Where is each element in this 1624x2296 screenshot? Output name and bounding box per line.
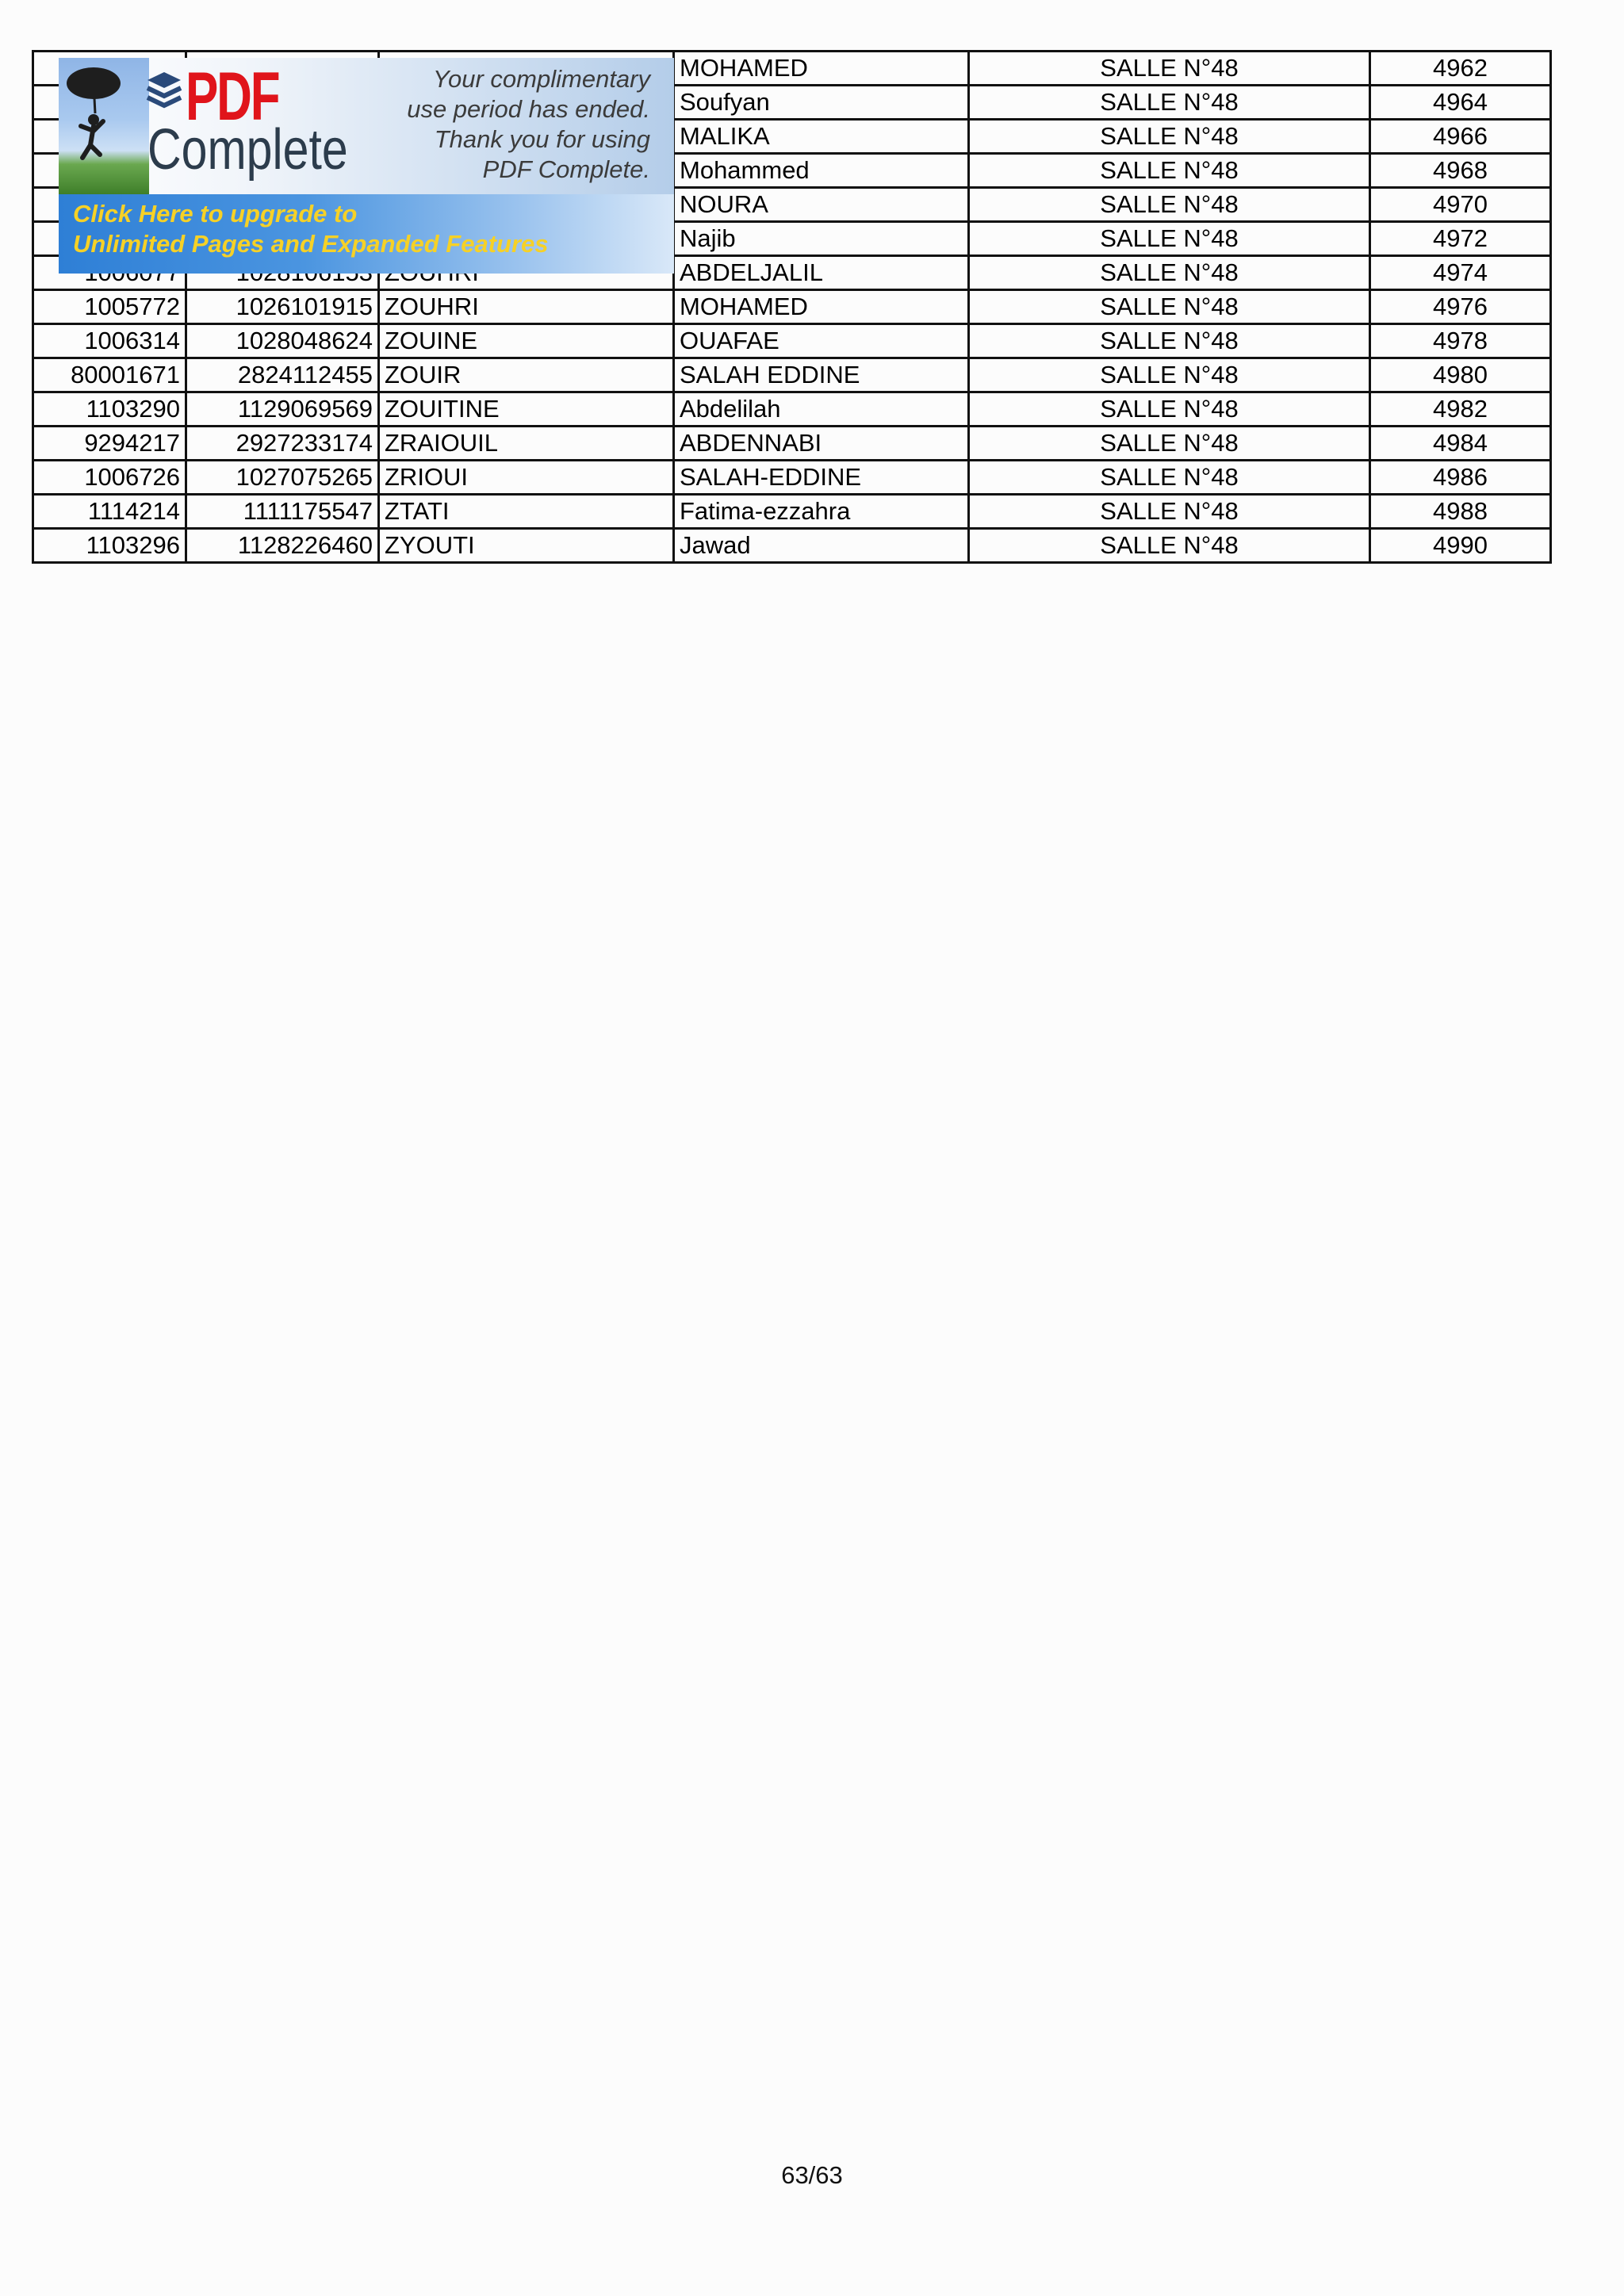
- table-row: [33, 290, 1551, 324]
- seat-number-cell: 4988: [1370, 495, 1551, 529]
- layers-icon: [146, 69, 182, 122]
- last-name-cell: ZOUINE: [379, 324, 674, 358]
- registration-number-cell: 2824112455: [186, 358, 379, 392]
- exam-room-cell: SALLE N°48: [969, 358, 1370, 392]
- first-name-cell: SALAH-EDDINE: [674, 461, 969, 495]
- first-name-cell: MOHAMED: [674, 290, 969, 324]
- student-id-cell: 1114214: [33, 495, 186, 529]
- exam-room-cell: SALLE N°48: [969, 256, 1370, 290]
- first-name-cell: Abdelilah: [674, 392, 969, 427]
- last-name-cell: ZOUHRI: [379, 290, 674, 324]
- first-name-cell: Soufyan: [674, 86, 969, 120]
- registration-number-cell: 1128226460: [186, 529, 379, 563]
- last-name-cell: ZOUIR: [379, 358, 674, 392]
- exam-room-cell: SALLE N°48: [969, 324, 1370, 358]
- complete-logo-text: Complete: [147, 118, 348, 182]
- table-row: [33, 358, 1551, 392]
- first-name-cell: ABDENNABI: [674, 427, 969, 461]
- table-row: [33, 392, 1551, 427]
- seat-number-cell: 4984: [1370, 427, 1551, 461]
- seat-number-cell: 4982: [1370, 392, 1551, 427]
- registration-number-cell: 1027075265: [186, 461, 379, 495]
- table-row: [33, 324, 1551, 358]
- exam-room-cell: SALLE N°48: [969, 222, 1370, 256]
- first-name-cell: MOHAMED: [674, 52, 969, 86]
- exam-room-cell: SALLE N°48: [969, 427, 1370, 461]
- pdf-complete-upgrade-banner[interactable]: [59, 58, 674, 274]
- student-id-cell: 9294217: [33, 427, 186, 461]
- upgrade-link-line[interactable]: Unlimited Pages and Expanded Features: [73, 230, 549, 258]
- exam-room-cell: SALLE N°48: [969, 461, 1370, 495]
- first-name-cell: Fatima-ezzahra: [674, 495, 969, 529]
- first-name-cell: SALAH EDDINE: [674, 358, 969, 392]
- student-id-cell: 1005772: [33, 290, 186, 324]
- exam-room-cell: SALLE N°48: [969, 529, 1370, 563]
- exam-room-cell: SALLE N°48: [969, 495, 1370, 529]
- seat-number-cell: 4968: [1370, 154, 1551, 188]
- last-name-cell: ZRIOUI: [379, 461, 674, 495]
- exam-room-cell: SALLE N°48: [969, 154, 1370, 188]
- seat-number-cell: 4990: [1370, 529, 1551, 563]
- message-line: PDF Complete.: [482, 155, 650, 183]
- seat-number-cell: 4974: [1370, 256, 1551, 290]
- exam-room-cell: SALLE N°48: [969, 392, 1370, 427]
- exam-room-cell: SALLE N°48: [969, 290, 1370, 324]
- exam-room-cell: SALLE N°48: [969, 52, 1370, 86]
- seat-number-cell: 4962: [1370, 52, 1551, 86]
- message-line: use period has ended.: [407, 95, 650, 123]
- seat-number-cell: 4972: [1370, 222, 1551, 256]
- seat-number-cell: 4980: [1370, 358, 1551, 392]
- registration-number-cell: 1111175547: [186, 495, 379, 529]
- last-name-cell: ZYOUTI: [379, 529, 674, 563]
- trial-expired-message: [396, 64, 650, 185]
- seat-number-cell: 4986: [1370, 461, 1551, 495]
- last-name-cell: ZTATI: [379, 495, 674, 529]
- page-number: 63/63: [781, 2161, 843, 2189]
- upgrade-link[interactable]: [59, 194, 674, 274]
- exam-room-cell: SALLE N°48: [969, 86, 1370, 120]
- first-name-cell: NOURA: [674, 188, 969, 222]
- student-id-cell: 1103290: [33, 392, 186, 427]
- seat-number-cell: 4966: [1370, 120, 1551, 154]
- exam-room-cell: SALLE N°48: [969, 188, 1370, 222]
- registration-number-cell: 1028048624: [186, 324, 379, 358]
- table-row: [33, 495, 1551, 529]
- first-name-cell: ABDELJALIL: [674, 256, 969, 290]
- pdf-logo-text: PDF: [186, 59, 279, 135]
- registration-number-cell: 1129069569: [186, 392, 379, 427]
- student-id-cell: 1006726: [33, 461, 186, 495]
- jumping-person-photo: [59, 58, 149, 194]
- message-line: Thank you for using: [434, 125, 650, 153]
- first-name-cell: OUAFAE: [674, 324, 969, 358]
- registration-number-cell: 1026101915: [186, 290, 379, 324]
- registration-number-cell: 2927233174: [186, 427, 379, 461]
- table-row: [33, 427, 1551, 461]
- message-line: Your complimentary: [433, 65, 650, 93]
- student-id-cell: 1103296: [33, 529, 186, 563]
- student-id-cell: 1006314: [33, 324, 186, 358]
- seat-number-cell: 4978: [1370, 324, 1551, 358]
- exam-room-cell: SALLE N°48: [969, 120, 1370, 154]
- first-name-cell: Mohammed: [674, 154, 969, 188]
- first-name-cell: Jawad: [674, 529, 969, 563]
- first-name-cell: Najib: [674, 222, 969, 256]
- table-row: [33, 461, 1551, 495]
- last-name-cell: ZOUITINE: [379, 392, 674, 427]
- last-name-cell: ZRAIOUIL: [379, 427, 674, 461]
- seat-number-cell: 4970: [1370, 188, 1551, 222]
- student-id-cell: 80001671: [33, 358, 186, 392]
- table-row: [33, 529, 1551, 563]
- seat-number-cell: 4976: [1370, 290, 1551, 324]
- upgrade-link-line[interactable]: Click Here to upgrade to: [73, 200, 358, 228]
- first-name-cell: MALIKA: [674, 120, 969, 154]
- seat-number-cell: 4964: [1370, 86, 1551, 120]
